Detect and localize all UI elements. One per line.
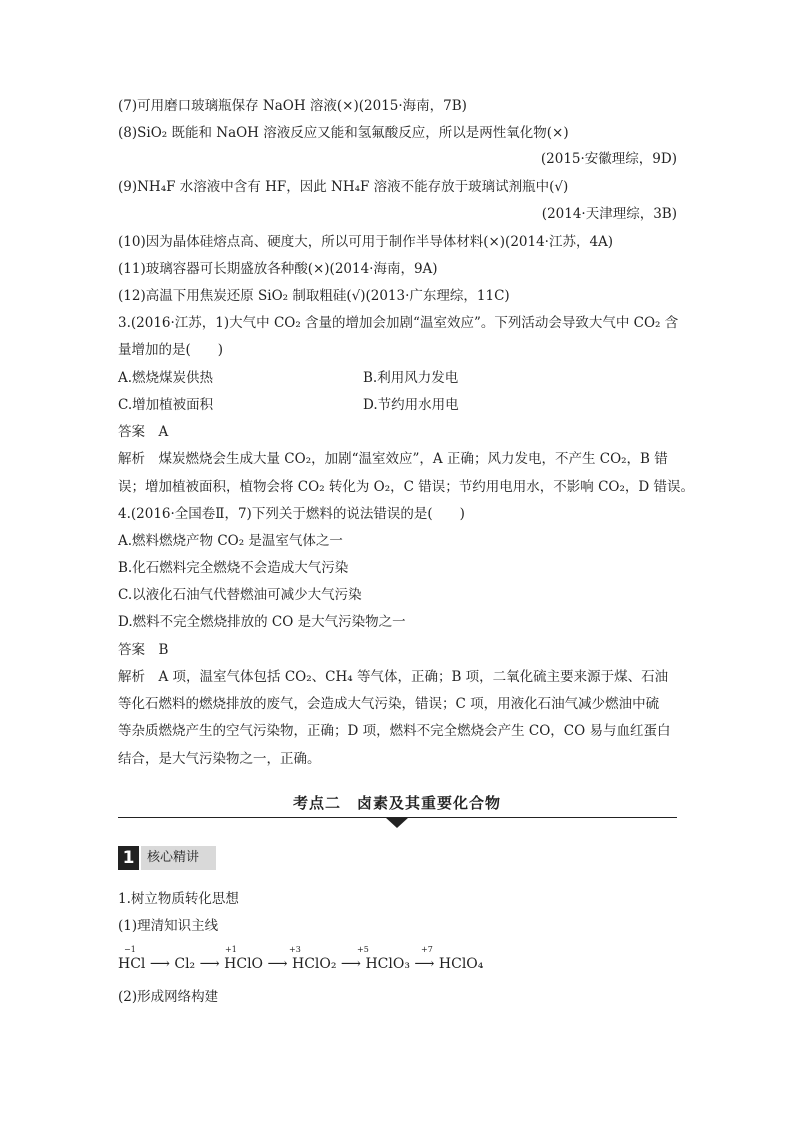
q4-explanation-line1: 解析 A 项，温室气体包括 CO₂、CH₄ 等气体，正确；B 项，二氧化硫主要来源于煤、石油 [118, 669, 669, 685]
item-8: (8)SiO₂ 既能和 NaOH 溶液反应又能和氢氟酸反应，所以是两性氧化物(×) [118, 125, 569, 141]
section-pointer-icon [385, 817, 409, 828]
oxidation-state-hclo: +1 [225, 945, 237, 954]
point-1-heading: 1.树立物质转化思想 [118, 891, 239, 907]
item-10: (10)因为晶体硅熔点高、硬度大，所以可用于制作半导体材料(×)(2014·江苏，4A) [118, 234, 614, 250]
q4-explanation-line4: 结合，是大气污染物之一，正确。 [118, 751, 321, 767]
section-title: 考点二 卤素及其重要化合物 [292, 794, 501, 812]
oxidation-state-hclo4: +7 [421, 945, 433, 954]
q4-stem: 4.(2016·全国卷Ⅱ，7)下列关于燃料的说法错误的是( ) [118, 506, 465, 522]
item-12: (12)高温下用焦炭还原 SiO₂ 制取粗硅(√)(2013·广东理综，11C) [118, 288, 510, 304]
section-badge-number: 1 [118, 846, 139, 870]
section-badge-label: 核心精讲 [141, 846, 216, 870]
q3-option-b: B.利用风力发电 [363, 370, 459, 386]
q3-option-c: C.增加植被面积 [118, 397, 214, 413]
q3-option-d: D.节约用水用电 [363, 397, 459, 413]
item-11: (11)玻璃容器可长期盛放各种酸(×)(2014·海南，9A) [118, 261, 438, 277]
item-7: (7)可用磨口玻璃瓶保存 NaOH 溶液(×)(2015·海南，7B) [118, 98, 467, 114]
q4-explanation-line3: 等杂质燃烧产生的空气污染物，正确；D 项，燃料不完全燃烧会产生 CO，CO 易与血红蛋白 [118, 723, 671, 739]
q4-explanation-line2: 等化石燃料的燃烧排放的废气，会造成大气污染，错误；C 项，用液化石油气减少燃油中硫 [118, 696, 660, 712]
q4-option-a: A.燃料燃烧产物 CO₂ 是温室气体之一 [118, 533, 343, 549]
point-1-subheading-2: (2)形成网络构建 [118, 989, 219, 1005]
q3-answer: 答案 A [118, 424, 169, 440]
oxidation-state-hcl: −1 [124, 945, 136, 954]
q3-explanation-line1: 解析 煤炭燃烧会生成大量 CO₂，加剧“温室效应”，A 正确；风力发电，不产生 CO₂，B 错 [118, 451, 668, 467]
item-9: (9)NH₄F 水溶液中含有 HF，因此 NH₄F 溶液不能存放于玻璃试剂瓶中(√) [118, 179, 569, 195]
point-1-subheading-1: (1)理清知识主线 [118, 918, 219, 934]
q3-explanation-line2: 误；增加植被面积，植物会将 CO₂ 转化为 O₂，C 错误；节约用电用水，不影响 CO₂，D 错误。 [118, 479, 694, 495]
item-8-source: (2015·安徽理综，9D) [540, 151, 677, 167]
q4-option-c: C.以液化石油气代替燃油可减少大气污染 [118, 587, 362, 603]
q3-option-a: A.燃烧煤炭供热 [118, 370, 214, 386]
q4-option-d: D.燃料不完全燃烧排放的 CO 是大气污染物之一 [118, 614, 406, 630]
q4-option-b: B.化石燃料完全燃烧不会造成大气污染 [118, 560, 349, 576]
oxidation-state-hclo3: +5 [357, 945, 369, 954]
oxidation-state-hclo2: +3 [289, 945, 301, 954]
chlorine-conversion-chain: HCl ⟶ Cl₂ ⟶ HClO ⟶ HClO₂ ⟶ HClO₃ ⟶ HClO₄ [118, 956, 484, 972]
q3-stem-line1: 3.(2016·江苏，1)大气中 CO₂ 含量的增加会加剧“温室效应”。下列活动会导致大气中 CO₂ 含 [118, 315, 679, 331]
q3-stem-line2: 量增加的是( ) [118, 342, 224, 358]
q4-answer: 答案 B [118, 642, 169, 658]
item-9-source: (2014·天津理综，3B) [541, 206, 677, 222]
